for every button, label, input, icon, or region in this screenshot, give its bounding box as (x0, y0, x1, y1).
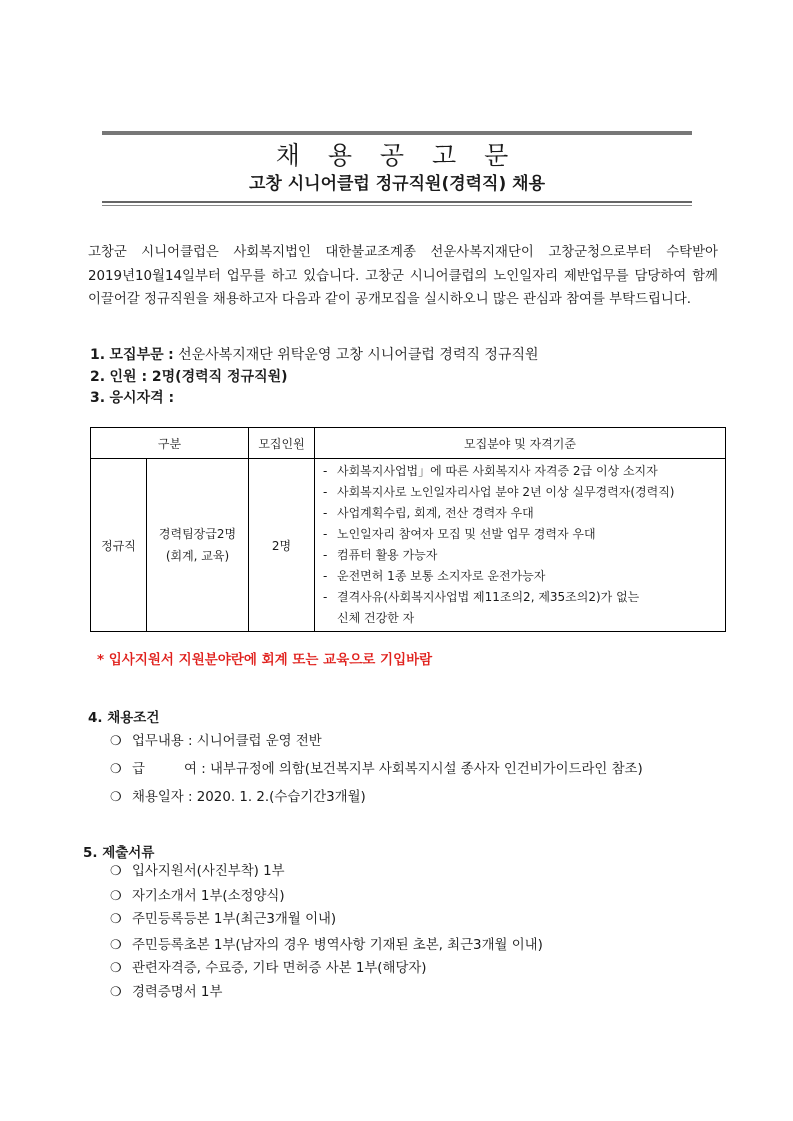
list-item (110, 761, 643, 779)
table-header-row (91, 428, 726, 459)
criteria-text: 사업계획수립, 회계, 전산 경력자 우대 (337, 506, 534, 520)
cell-count: 2명 (249, 459, 315, 632)
dash-marker: - (323, 506, 328, 520)
circle-bullet-icon: ❍ (110, 938, 122, 953)
circle-bullet-icon: ❍ (110, 864, 122, 879)
dash-marker: - (323, 464, 328, 478)
list-item (110, 733, 322, 751)
notice-text: * 입사지원서 지원분야란에 회계 또는 교육으로 기입바람 (97, 652, 433, 668)
list-item (110, 960, 427, 978)
cell-position (147, 459, 249, 632)
list-item (323, 461, 725, 482)
qualification-table (90, 427, 726, 632)
document-text: 관련자격증, 수료증, 기타 면허증 사본 1부(해당자) (132, 961, 427, 976)
item-number: 1. (90, 347, 106, 363)
table-row (91, 459, 726, 632)
header-count: 모집인원 (249, 428, 315, 459)
dash-marker: - (323, 485, 328, 499)
condition-text: 여 : 내부규정에 의함(보건복지부 사회복지시설 종사자 인건비가이드라인 참조) (184, 762, 643, 777)
list-item-continuation: 신체 건강한 자 (337, 611, 415, 625)
intro-paragraph: 고창군 시니어클럽은 사회복지법인 대한불교조계종 선운사복지재단이 고창군청으로부터 수탁받아 2019년10월14일부터 업무를 하고 있습니다. 고창군 시니어클럽의 노인일자리 제반업무를 담당하여 함께 이끌어갈 정규직원을 채용하고자 다음과 같이 공개모집을 실시하오니 많은 관심과 참여를 부탁드립니다. (88, 245, 718, 307)
pay-label-first: 급 (132, 762, 145, 777)
list-item (110, 888, 285, 906)
header-criteria: 모집분야 및 자격기준 (315, 428, 726, 459)
condition-text: 채용일자 : 2020. 1. 2.(수습기간3개월) (132, 790, 366, 805)
criteria-text: 운전면허 1종 보통 소지자로 운전가능자 (337, 569, 546, 583)
item-label: 인원 : 2명(경력직 정규직원) (109, 369, 288, 385)
page-subtitle: 고창 시니어클럽 정규직원(경력직) 채용 (248, 174, 546, 194)
circle-bullet-icon: ❍ (110, 889, 122, 904)
condition-text: 업무내용 : 시니어클럽 운영 전반 (132, 734, 322, 749)
dash-marker: - (323, 590, 328, 604)
list-item (323, 503, 725, 524)
criteria-list (315, 459, 725, 631)
dash-marker: - (323, 569, 328, 583)
criteria-text: 노인일자리 참여자 모집 및 선발 업무 경력자 우대 (337, 527, 596, 541)
list-item (323, 482, 725, 503)
item-headcount (90, 367, 288, 387)
circle-bullet-icon: ❍ (110, 912, 122, 927)
criteria-text: 사회복지사업법」에 따른 사회복지사 자격증 2급 이상 소지자 (337, 464, 658, 478)
list-item (110, 911, 336, 929)
list-item (110, 863, 285, 881)
section-heading-documents: 5. 제출서류 (83, 845, 155, 861)
cell-criteria (315, 459, 726, 632)
item-value: 선운사복지재단 위탁운영 고창 시니어클럽 경력직 정규직원 (178, 347, 539, 363)
list-item (323, 545, 725, 566)
document-text: 자기소개서 1부(소정양식) (132, 889, 285, 904)
circle-bullet-icon: ❍ (110, 961, 122, 976)
criteria-text: 결격사유(사회복지사업법 제11조의2, 제35조의2)가 없는 (337, 590, 640, 604)
cell-category: 정규직 (91, 459, 147, 632)
circle-bullet-icon: ❍ (110, 762, 122, 777)
dash-marker: - (323, 527, 328, 541)
position-line-2: (회계, 교육) (165, 549, 230, 563)
item-label: 모집부문 (109, 347, 164, 363)
document-text: 입사지원서(사진부착) 1부 (132, 864, 285, 879)
header-bottom-rule-thin (102, 205, 692, 206)
item-qualifications (90, 388, 174, 408)
list-item (110, 937, 543, 955)
dash-marker: - (323, 548, 328, 562)
header-category: 구분 (91, 428, 249, 459)
item-separator: : (168, 347, 174, 363)
list-item (323, 524, 725, 545)
circle-bullet-icon: ❍ (110, 734, 122, 749)
circle-bullet-icon: ❍ (110, 985, 122, 1000)
criteria-text: 컴퓨터 활용 가능자 (337, 548, 438, 562)
item-number: 3. (90, 390, 106, 406)
document-text: 경력증명서 1부 (132, 985, 223, 1000)
section-heading-conditions: 4. 채용조건 (88, 710, 160, 726)
item-label: 응시자격 : (109, 390, 175, 406)
header-bottom-rule (102, 201, 692, 203)
document-text: 주민등록등본 1부(최근3개월 이내) (132, 912, 337, 927)
criteria-text: 사회복지사로 노인일자리사업 분야 2년 이상 실무경력자(경력직) (337, 485, 675, 499)
list-item (323, 587, 725, 608)
list-item (323, 566, 725, 587)
item-recruit-department (90, 345, 539, 365)
list-item (110, 789, 366, 807)
page-title: 채 용 공 고 문 (275, 141, 519, 170)
header-top-rule (102, 131, 692, 135)
item-number: 2. (90, 369, 106, 385)
document-text: 주민등록초본 1부(남자의 경우 병역사항 기재된 초본, 최근3개월 이내) (132, 938, 543, 953)
position-line-1: 경력팀장급2명 (158, 527, 237, 541)
circle-bullet-icon: ❍ (110, 790, 122, 805)
list-item (110, 984, 222, 1002)
